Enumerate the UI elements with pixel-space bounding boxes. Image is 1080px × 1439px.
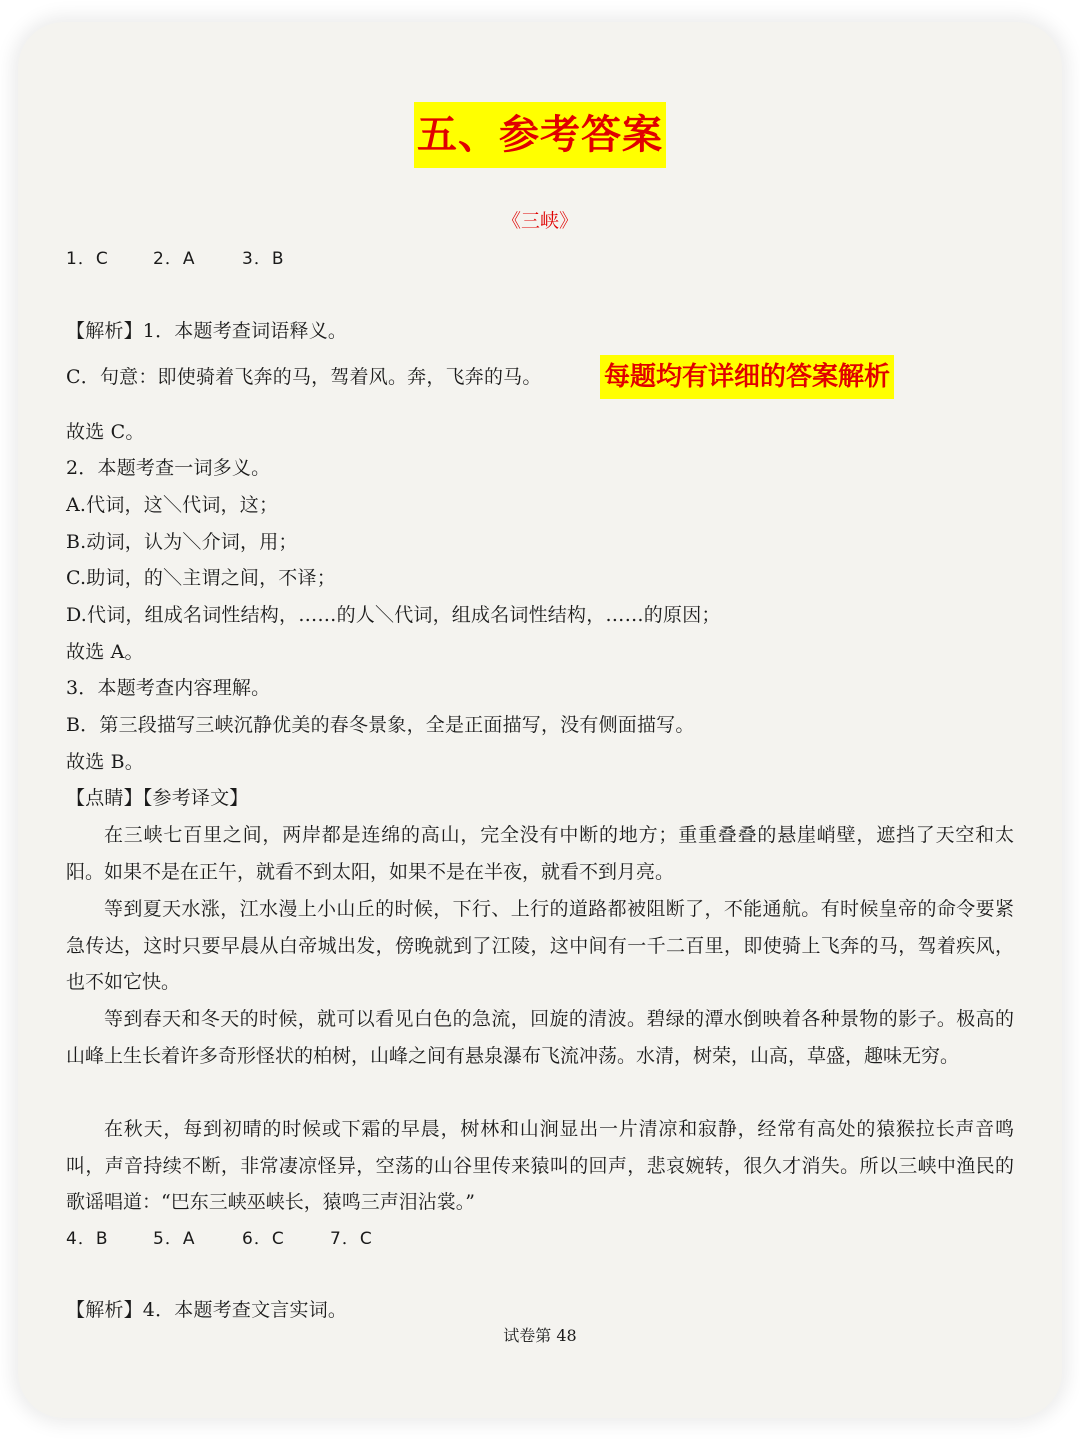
q2-option-d: D.代词，组成名词性结构，……的人＼代词，组成名词性结构，……的原因；: [66, 604, 721, 626]
title-container: [18, 102, 1062, 168]
document-page: [18, 22, 1062, 1418]
q2-option-c: C.助词，的＼主谓之间，不译；: [66, 567, 336, 589]
q3-option-b: B．第三段描写三峡沉静优美的春冬景象，全是正面描写，没有侧面描写。: [66, 714, 695, 736]
section-subtitle: 《三峡》: [501, 210, 578, 232]
q2-heading: 2．本题考查一词多义。: [66, 457, 271, 479]
answer-2: 2．A: [153, 249, 196, 269]
answer-4: 4．B: [66, 1229, 109, 1249]
answers-row-1: [66, 246, 284, 272]
answer-1: 1．C: [66, 249, 109, 269]
answer-5: 5．A: [153, 1229, 196, 1249]
analysis-heading: 【解析】1．本题考查词语释义。: [66, 320, 348, 342]
q3-heading: 3．本题考查内容理解。: [66, 677, 271, 699]
page-title: 五、参考答案: [414, 102, 666, 168]
q2-choice: 故选 A。: [66, 641, 144, 663]
tip-heading: 【点睛】【参考译文】: [66, 787, 249, 809]
answer-3: 3．B: [242, 249, 285, 269]
answers-row-2: [66, 1226, 373, 1252]
q2-option-a: A.代词，这＼代词，这；: [66, 494, 279, 516]
translation-paragraph-4: 在秋天，每到初晴的时候或下霜的早晨，树林和山涧显出一片清凉和寂静，经常有高处的猿猴拉长声音鸣叫，声音持续不断，非常凄凉怪异，空荡的山谷里传来猿叫的回声，悲哀婉转，很久才消失。所以三峡中渔民的歌谣唱道：“巴东三峡巫峡长，猿鸣三声泪沾裳。”: [66, 1118, 1014, 1214]
page-footer: 试卷第 48: [503, 1326, 577, 1345]
translation-paragraph-3: 等到春天和冬天的时候，就可以看见白色的急流，回旋的清波。碧绿的潭水倒映着各种景物的影子。极高的山峰上生长着许多奇形怪状的柏树，山峰之间有悬泉瀑布飞流冲荡。水清，树荣，山高，草盛，趣味无穷。: [66, 1008, 1014, 1067]
highlight-note: 每题均有详细的答案解析: [600, 355, 894, 399]
translation-paragraph-2: 等到夏天水涨，江水漫上小山丘的时候，下行、上行的道路都被阻断了，不能通航。有时候皇帝的命令要紧急传达，这时只要早晨从白帝城出发，傍晚就到了江陵，这中间有一千二百里，即使骑上飞奔的马，驾着疾风，也不如它快。: [66, 898, 1014, 994]
analysis-2-heading: 【解析】4．本题考查文言实词。: [66, 1299, 348, 1321]
translation-paragraph-1: 在三峡七百里之间，两岸都是连绵的高山，完全没有中断的地方；重重叠叠的悬崖峭壁，遮挡了天空和太阳。如果不是在正午，就看不到太阳，如果不是在半夜，就看不到月亮。: [66, 824, 1014, 883]
q1-choice: 故选 C。: [66, 421, 145, 443]
q3-choice: 故选 B。: [66, 751, 145, 773]
analysis-c-line: C．句意：即使骑着飞奔的马，驾着风。奔，飞奔的马。: [66, 366, 542, 388]
q2-option-b: B.动词，认为＼介词，用；: [66, 531, 298, 553]
answer-7: 7．C: [330, 1229, 373, 1249]
answer-6: 6．C: [242, 1229, 285, 1249]
